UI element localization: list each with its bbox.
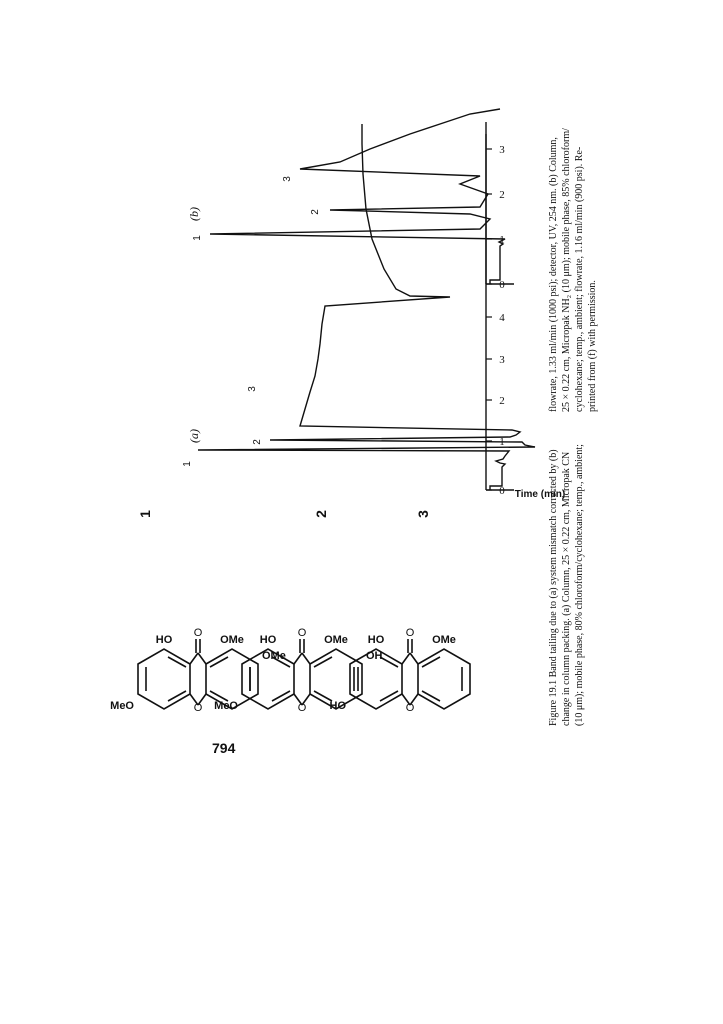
tick-label-a: 3 xyxy=(499,354,505,366)
tick-label-b: 2 xyxy=(499,189,505,201)
panel-label-a: (a) xyxy=(187,429,201,443)
tick-label-b: 0 xyxy=(499,279,505,291)
figure-caption xyxy=(548,128,598,726)
substituent-r1: MeO xyxy=(110,700,134,712)
page-number: 794 xyxy=(212,740,236,756)
peak-label-a-1: 1 xyxy=(182,461,193,467)
carbonyl-oxygen-label: O xyxy=(193,627,203,639)
substituent-r1: HO xyxy=(329,700,346,712)
substituent-r4: OH xyxy=(366,650,383,662)
substituent-r3: OMe xyxy=(324,634,348,646)
caption-line: printed from (f) with permission. xyxy=(587,280,598,412)
peak-label-a-2: 2 xyxy=(252,439,263,445)
trace-a xyxy=(198,124,535,490)
structure-number-2: 2 xyxy=(313,510,329,518)
structure-number-1: 1 xyxy=(137,510,153,518)
xanthone-skeleton-2 xyxy=(242,639,362,709)
caption-line: cyclohexane; temp., ambient; flowrate, 1.16 ml/min (900 psi). Re- xyxy=(574,146,585,412)
trace-b xyxy=(210,109,505,284)
caption-line: Figure 19.1 Band tailing due to (a) system mismatch corrected by (b) xyxy=(548,449,559,726)
carbonyl-oxygen-label: O xyxy=(297,627,307,639)
tick-label-b: 3 xyxy=(499,144,505,156)
tick-label-a: 1 xyxy=(499,436,505,448)
peak-label-b-1: 1 xyxy=(192,235,203,241)
tick-label-a: 4 xyxy=(499,312,505,324)
caption-line: change in column packing. (a) Column, 25 × 0.22 cm, Micropak CN xyxy=(561,451,572,726)
substituent-r1: MeO xyxy=(214,700,238,712)
tick-label-b: 1 xyxy=(499,234,505,246)
time-ticks-a xyxy=(486,317,492,490)
structures xyxy=(110,510,470,714)
chromatogram-b xyxy=(187,109,514,291)
carbonyl-oxygen-label: O xyxy=(405,627,415,639)
xanthone-skeleton-1 xyxy=(138,639,258,709)
structure-number-3: 3 xyxy=(415,510,431,518)
caption-line: flowrate, 1.33 ml/min (1000 psi); detector, UV, 254 nm. (b) Column, xyxy=(548,137,559,412)
chromatogram-a xyxy=(182,122,565,500)
caption-line: (10 μm); mobile phase, 80% chloroform/cyclohexane; temp., ambient; xyxy=(574,444,585,726)
peak-label-a-3: 3 xyxy=(247,386,258,392)
substituent-r2: HO xyxy=(155,634,173,646)
substituent-r2: HO xyxy=(367,634,385,646)
caption-line: 25 × 0.22 cm, Micropak NH₂ (10 μm); mobile phase, 85% chloroform/ xyxy=(561,128,572,412)
time-axis-label: Time (min) xyxy=(514,489,566,500)
substituent-r3: OMe xyxy=(432,634,456,646)
tick-label-a: 2 xyxy=(499,395,505,407)
substituent-r4: OMe xyxy=(262,650,286,662)
ring-oxygen-label: O xyxy=(193,702,203,714)
substituent-r3: OMe xyxy=(220,634,244,646)
peak-label-b-2: 2 xyxy=(310,209,321,215)
ring-oxygen-label: O xyxy=(297,702,307,714)
ring-oxygen-label: O xyxy=(405,702,415,714)
time-ticks-b xyxy=(486,149,492,284)
tick-label-a: 0 xyxy=(499,485,505,497)
substituent-r2: HO xyxy=(259,634,277,646)
peak-label-b-3: 3 xyxy=(282,176,293,182)
panel-label-b: (b) xyxy=(187,207,201,221)
